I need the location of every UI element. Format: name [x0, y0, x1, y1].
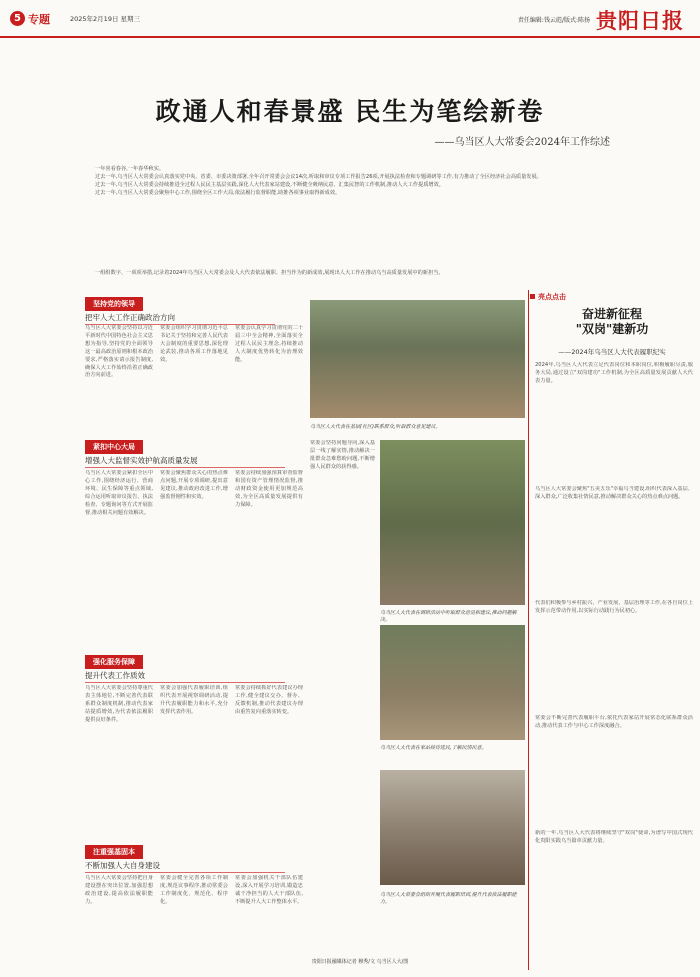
section-label: 专题 [28, 13, 50, 26]
sidebar-title [528, 307, 696, 337]
sidebar-paragraph-3: 代表们积极参与乡村振兴、产业发展、基层治理等工作,在各自岗位上发挥示范带动作用,以实际行动践行为民初心。 [535, 600, 693, 614]
page-number-badge: 5 [10, 11, 25, 26]
photo-community-visit [310, 300, 525, 418]
section-4-col-2: 常委会健全完善各项工作制度,规范议事程序,推动常委会工作制度化、规范化、程序化。 [160, 875, 228, 905]
section-2-col-1: 乌当区人大常委会紧扣全区中心工作,围绕经济运行、营商环境、民生保障等重点领域,综合运用听取审议报告、执法检查、专题询问等方式开展监督,推动相关问题有效解决。 [85, 470, 153, 516]
intro-paragraph: 一年喜看春谷,一年春华秋实。 [95, 166, 165, 172]
lead-paragraph: 一组组数字、一项项举措,记录着2024年乌当区人大常委会及人大代表依法履职、担当作为的新成效,展现出人大工作在推动乌当高质量发展中的新担当。 [95, 270, 444, 276]
main-headline: 政通人和春景盛 民生为笔绘新卷 [155, 97, 545, 126]
section-title-4: 不断加强人大自身建设 [85, 860, 285, 873]
sidebar-title-line-2: "双岗"建新功 [575, 322, 649, 336]
photo-caption-2: 乌当区人大代表在调研活动中听取群众意见和建议,推动问题解决。 [380, 610, 517, 623]
section-label-2: 紧扣中心大局 [85, 440, 143, 454]
section-4-col-3: 常委会加强机关干部队伍建设,深入开展学习培训,锻造忠诚干净担当的人大干部队伍,不断提升人大工作整体水平。 [235, 875, 303, 905]
section-4-col-1: 乌当区人大常委会坚持把自身建设摆在突出位置,加强思想政治建设,提高依法履职能力。 [85, 875, 153, 905]
section-2-col-2: 常委会聚焦群众关心的热点难点问题,开展专项调研,提出意见建议,推动政府改进工作,增强监督刚性和实效。 [160, 470, 228, 500]
sidebar-tag: 亮点点击 [538, 293, 566, 301]
photo-caption-1: 乌当区人大代表在基层(社区)联系群众,听取群众意见建议。 [310, 424, 441, 430]
section-title-2: 增强人大监督实效护航高质量发展 [85, 455, 285, 468]
sub-headline: ——乌当区人大常委会2024年工作综述 [434, 137, 610, 148]
section-label-1: 坚持党的领导 [85, 297, 143, 311]
sidebar-title-line-1: 奋进新征程 [581, 307, 642, 321]
sidebar-paragraph-5: 新的一年,乌当区人大代表将继续坚守"双岗"使命,为谱写中国式现代化贵阳实践乌当篇章贡献力量。 [535, 830, 693, 844]
sidebar-paragraph-4: 常委会不断完善代表履职平台,依托代表家站开展常态化联系群众活动,推动代表工作与中心工作深度融合。 [535, 715, 693, 729]
editor-credit: 责任编辑:钱云彪/版式:陈扬 [517, 17, 590, 24]
sidebar-marker-icon [530, 294, 535, 299]
issue-date: 2025年2月19日 星期三 [70, 15, 141, 23]
sidebar-subtitle: ——2024年乌当区人大代表履职纪实 [558, 348, 666, 356]
intro-block [85, 166, 615, 198]
sidebar-paragraph-1: 2024年,乌当区人大代表立足代表岗位和本职岗位,积极履职尽责,服务大局,通过设立"双岗建功"工作机制,为全区高质量发展贡献人大代表力量。 [535, 362, 693, 384]
section-1-col-1: 乌当区人大常委会坚持以习近平新时代中国特色社会主义思想为指导,坚持党的全面领导这一最高政治原则和根本政治要求,严格落实请示报告制度,确保人大工作始终沿着正确政治方向前进。 [85, 325, 153, 379]
intro-paragraph: 过去一年,乌当区人大常委会持续推进全过程人民民主基层实践,深化人大代表家站建设,不断健全吸纳民意、汇集民智的工作机制,推动人大工作提质增效。 [95, 181, 444, 188]
section-1-col-2: 常委会组织学习贯彻习近平总书记关于坚持和完善人民代表大会制度的重要思想,深化理论武装,推动各项工作落地见效。 [160, 325, 228, 363]
section-1-col-3: 常委会认真学习贯彻党的二十届三中全会精神,全面落实全过程人民民主理念,持续推动人大制度优势转化为治理效能。 [235, 325, 303, 363]
section-3-col-1: 乌当区人大常委会坚持尊重代表主体地位,不断完善代表联系群众制度机制,推动代表家站提质增效,为代表依法履职提供良好条件。 [85, 685, 153, 723]
photo-caption-4: 乌当区人大常委会组织开展代表履职培训,提升代表依法履职能力。 [380, 892, 517, 905]
section-3-col-3: 常委会持续抓好代表建议办理工作,健全建议交办、督办、反馈机制,推动代表建议办理由重答复向重落实转变。 [235, 685, 303, 715]
section-3-col-2: 常委会加强代表履职培训,组织代表开展视察调研活动,提升代表履职能力和水平,充分发挥代表作用。 [160, 685, 228, 715]
photo-caption-3: 乌当区人大代表在家站接待选民,了解民情民意。 [380, 745, 487, 751]
masthead-bar [0, 0, 700, 38]
section-label-3: 强化服务保障 [85, 655, 143, 669]
photo-constituent-meeting [380, 625, 525, 740]
section-title-1: 把牢人大工作正确政治方向 [85, 312, 275, 325]
section-label-4: 注重强基固本 [85, 845, 143, 859]
intro-paragraph: 过去一年,乌当区人大常委会聚焦中心工作,围绕全区工作大局,依法履行监督职能,助推各项事业取得新成效。 [95, 189, 341, 196]
sidebar-paragraph-2: 乌当区人大常委会聚焦"五美五乐"幸福乌当建设,组织代表深入基层、深入群众,广泛收集社情民意,推动解决群众关心的热点难点问题。 [535, 486, 693, 500]
intro-paragraph: 过去一年,乌当区人大常委会认真落实党中央、省委、市委决策部署,全年召开常委会会议14次,听取和审议专项工作报告26项,开展执法检查和专题调研等工作,有力推动了全区经济社会高质量发展。 [95, 173, 542, 180]
section-2-col-3: 常委会持续加强预算审查监督和国有资产管理情况监督,推动财政资金使用更加规范高效,为全区高质量发展提供有力保障。 [235, 470, 303, 508]
section-2-col-4: 常委会坚持问题导向,深入基层一线了解实情,推动解决一批群众急难愁盼问题,不断增强人民群众的获得感。 [310, 440, 375, 470]
photo-field-research [380, 440, 525, 605]
section-title-3: 提升代表工作质效 [85, 670, 285, 683]
photo-training-session [380, 770, 525, 885]
byline-footer: 贵阳日报融媒体记者 穆秀/文 乌当区人大/图 [311, 959, 409, 965]
newspaper-logo: 贵阳日报 [596, 8, 684, 33]
